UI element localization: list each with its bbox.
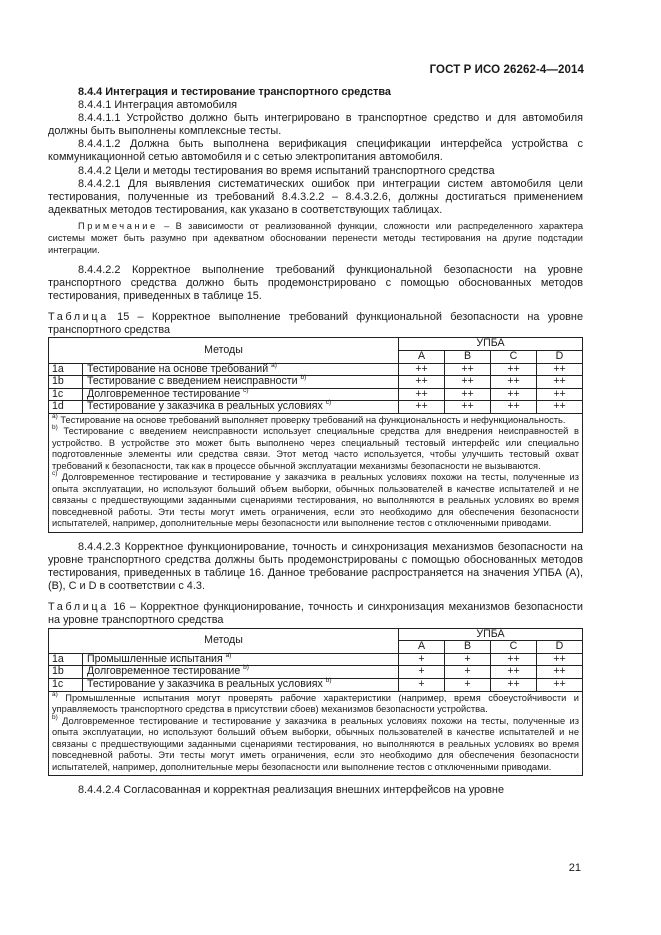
paragraph: 8.4.4.1 Интеграция автомобиля: [78, 99, 238, 112]
value-cell: +: [445, 666, 491, 679]
value-cell: +: [445, 653, 491, 666]
level-header: D: [537, 641, 583, 654]
level-header: С: [491, 641, 537, 654]
value-cell: ++: [491, 666, 537, 679]
table-caption-label: Таблица: [48, 601, 109, 614]
method-cell: Промышленные испытания $^{a)}$: [83, 653, 399, 666]
table-row: [49, 388, 583, 401]
row-id: 1d: [49, 401, 83, 414]
value-cell: ++: [399, 388, 445, 401]
table-row: [49, 666, 583, 679]
level-header: В: [445, 351, 491, 364]
table-row: [49, 376, 583, 389]
table-caption: [48, 601, 583, 627]
table-row: [49, 678, 583, 691]
table-footnotes: [49, 413, 583, 532]
value-cell: ++: [445, 363, 491, 376]
value-cell: ++: [491, 678, 537, 691]
table-caption-text: 15 – Корректное выполнение требований функциональной безопасности на уровне транспортного средства: [48, 311, 583, 337]
value-cell: ++: [399, 401, 445, 414]
note: [48, 220, 583, 256]
table-footnotes: [49, 691, 583, 776]
method-cell: Долговременное тестирование $^{b)}$: [83, 666, 399, 679]
footnote: $^{b)}$ Долговременное тестирование и тестирование у заказчика в реальных условиях похожи на тесты, полученные из опыта эксплуатации, но используют больший объем выборки, обычных пользователей в качестве испытателей и не связаны с предшествующими заданными сценариями тестирования, но выполняются в реальных условиях во время повседневной работы. Эти тесты могут иметь ограничения, если это необходимо для обеспечения безопасности испытателей, например, дополнительные меры безопасности или выполнение тестов с отключенными приводами.: [52, 713, 579, 772]
footnote: $^{a)}$ Тестирование на основе требований выполняет проверку требований на функциональность и нефункциональность.: [52, 412, 566, 425]
paragraph: 8.4.4.2.2 Корректное выполнение требований функциональной безопасности на уровне транспортного средства должно быть продемонстрировано с помощью обоснованных методов тестирования, приведенных в таблице 15.: [48, 263, 583, 303]
value-cell: ++: [445, 401, 491, 414]
value-cell: ++: [537, 678, 583, 691]
row-id: 1b: [49, 666, 83, 679]
method-cell: Тестирование у заказчика в реальных условиях $^{b)}$: [83, 678, 399, 691]
paragraph: 8.4.4.2 Цели и методы тестирования во время испытаний транспортного средства: [78, 164, 495, 177]
paragraph: 8.4.4.2.4 Согласованная и корректная реализация внешних интерфейсов на уровне: [78, 784, 504, 796]
note-text: – В зависимости от реализованной функции, сложности или распределенного характера системы может быть разумно при адекватном обосновании перенести методы тестирования на другие подстадии интеграции.: [48, 220, 583, 255]
value-cell: +: [399, 666, 445, 679]
table-caption: [48, 311, 583, 337]
method-cell: Тестирование на основе требований $^{a)}$: [83, 363, 399, 376]
row-id: 1c: [49, 388, 83, 401]
table-row: [49, 401, 583, 414]
column-header-upba: УПБА: [399, 338, 583, 351]
value-cell: ++: [537, 388, 583, 401]
value-cell: ++: [445, 388, 491, 401]
table-15: [48, 337, 583, 533]
paragraph: 8.4.4.1.1 Устройство должно быть интегрировано в транспортное средство и для автомобиля должны быть выполнены комплексные тесты.: [48, 112, 583, 138]
footnote: $^{a)}$ Промышленные испытания могут проверять рабочие характеристики (например, время сбоеустойчивости и управляемость транспортного средства в присутствии сбоев) механизмов безопасности устройства.: [52, 690, 579, 714]
column-header-methods: Методы: [49, 338, 399, 363]
value-cell: ++: [491, 388, 537, 401]
value-cell: +: [399, 653, 445, 666]
row-id: 1c: [49, 678, 83, 691]
row-id: 1a: [49, 653, 83, 666]
note-label: Примечание: [78, 220, 158, 231]
value-cell: ++: [445, 376, 491, 389]
paragraph: 8.4.4.2.3 Корректное функционирование, точность и синхронизация механизмов безопасности на уровне транспортного средства должны быть продемонстрированы с помощью обоснованных методов тестирования, приведенных в таблице 16. Данное требование распространяется на значения УПБА (А), (В), С и D в соответствии с 4.3.: [48, 540, 583, 593]
value-cell: ++: [491, 653, 537, 666]
level-header: А: [399, 351, 445, 364]
value-cell: ++: [491, 376, 537, 389]
paragraph: 8.4.4.2.1 Для выявления систематических ошибок при интеграции систем автомобиля цели тестирования, полученные из требований 8.4.3.2.2 – 8.4.3.2.6, должны достигаться применением адекватных методов тестирования, как указано в соответствующих таблицах.: [48, 177, 583, 216]
value-cell: ++: [537, 363, 583, 376]
document-code: ГОСТ Р ИСО 26262-4—2014: [429, 64, 584, 76]
column-header-methods: Методы: [49, 628, 399, 653]
footnote: $^{c)}$ Долговременное тестирование и тестирование у заказчика в реальных условиях похожи на тесты, полученные из опыта эксплуатации, но используют больший объем выборки, обычных пользователей в качестве испытателей и не связаны с предшествующими заданными сценариями тестирования, но выполняются в реальных условиях во время повседневной работы. Эти тесты могут иметь ограничения, если это необходимо для обеспечения безопасности испытателей, например, дополнительные меры безопасности или выполнение тестов с отключенными приводами.: [52, 470, 579, 529]
value-cell: ++: [399, 376, 445, 389]
value-cell: ++: [537, 653, 583, 666]
value-cell: ++: [537, 666, 583, 679]
level-header: В: [445, 641, 491, 654]
value-cell: ++: [491, 363, 537, 376]
value-cell: +: [399, 678, 445, 691]
method-cell: Долговременное тестирование $^{c)}$: [83, 388, 399, 401]
table-row: [49, 363, 583, 376]
page-number: 21: [568, 862, 581, 874]
row-id: 1a: [49, 363, 83, 376]
page-content: [48, 86, 583, 797]
value-cell: +: [445, 678, 491, 691]
method-cell: Тестирование у заказчика в реальных условиях $^{c)}$: [83, 401, 399, 414]
column-header-upba: УПБА: [399, 628, 583, 641]
value-cell: ++: [537, 376, 583, 389]
method-cell: Тестирование с введением неисправности $^{b)}$: [83, 376, 399, 389]
value-cell: ++: [537, 401, 583, 414]
row-id: 1b: [49, 376, 83, 389]
level-header: А: [399, 641, 445, 654]
value-cell: ++: [491, 401, 537, 414]
level-header: D: [537, 351, 583, 364]
value-cell: ++: [399, 363, 445, 376]
level-header: С: [491, 351, 537, 364]
paragraph: 8.4.4.1.2 Должна быть выполнена верификация спецификации интерфейса устройства с коммуникационной сетью автомобиля и с сетью электропитания автомобиля.: [48, 138, 583, 164]
table-16: [48, 628, 583, 776]
footnote: $^{b)}$ Тестирование с введением неисправности использует специальные средства для внедрения неисправностей в устройство. В устройстве это может быть выполнено через специальный тестовый интерфейс или специально подготовленные элементы или средства связи. Этот метод часто используется, чтобы улучшить тестовый охват требований к безопасности, так как в процессе обычной эксплуатации механизмы безопасности не вызываются.: [52, 424, 579, 471]
section-heading: 8.4.4 Интеграция и тестирование транспортного средства: [78, 86, 391, 98]
table-caption-text: 16 – Корректное функционирование, точность и синхронизация механизмов безопасности на уровне транспортного средства: [48, 601, 583, 627]
table-row: [49, 653, 583, 666]
table-caption-label: Таблица: [48, 311, 109, 324]
